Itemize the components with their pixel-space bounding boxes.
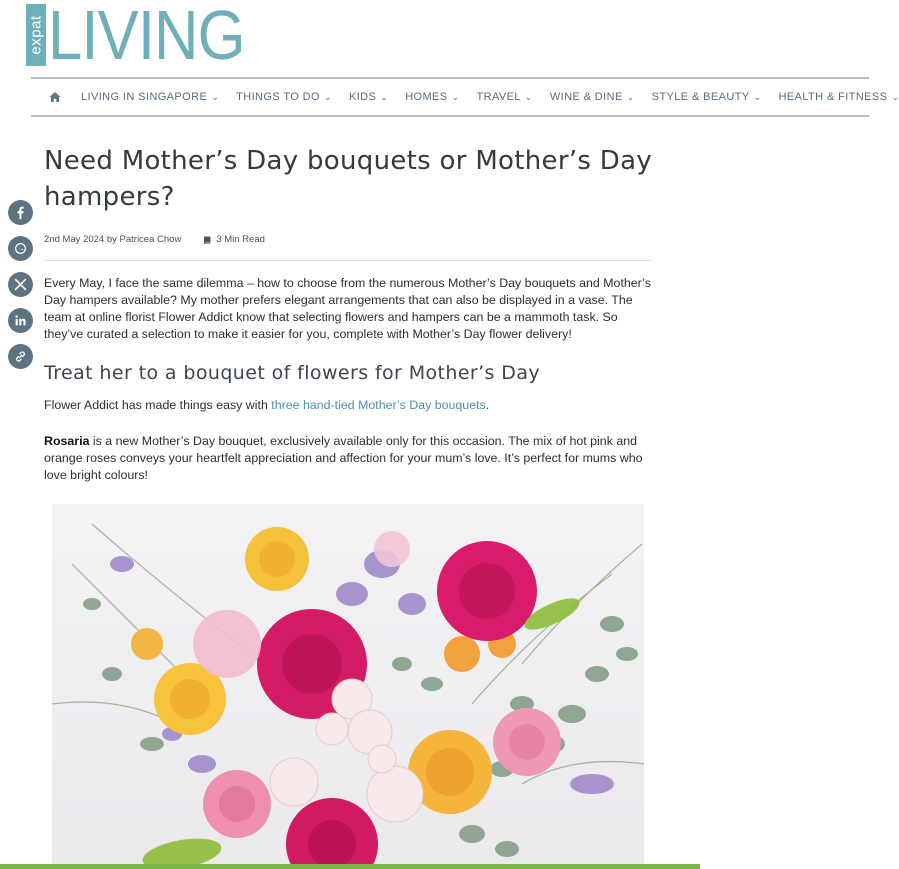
article-title: Need Mother’s Day bouquets or Mother’s Day hampers? xyxy=(44,146,653,212)
whatsapp-icon[interactable] xyxy=(8,236,33,261)
main-nav xyxy=(31,77,899,117)
facebook-icon[interactable] xyxy=(8,200,33,225)
linkedin-icon[interactable] xyxy=(8,308,33,333)
home-icon[interactable] xyxy=(49,91,61,103)
link-icon[interactable] xyxy=(8,344,33,369)
nav-item-style-beauty[interactable]: STYLE & BEAUTY ⌄ xyxy=(651,91,762,103)
logo-prefix: expat xyxy=(27,15,45,55)
chevron-down-icon: ⌄ xyxy=(451,91,460,102)
chevron-down-icon: ⌄ xyxy=(524,91,533,102)
bouquets-paragraph xyxy=(44,397,489,414)
chevron-down-icon: ⌄ xyxy=(324,91,332,102)
rosaria-description: is a new Mother’s Day bouquet, exclusively available only for this occasion. The mix of hot pink and orange roses conveys your heartfelt appreciation and affection for your mum’s love. It’s perfect for mums who love bright colours! xyxy=(44,434,643,482)
chevron-down-icon: ⌄ xyxy=(753,91,762,102)
read-time-label: 3 Min Read xyxy=(216,234,265,245)
read-time xyxy=(203,234,265,245)
article-date-author: 2nd May 2024 by Patricea Chow xyxy=(44,234,182,245)
nav-item-living-in-singapore[interactable]: LIVING IN SINGAPORE ⌄ xyxy=(81,91,220,103)
meta-divider xyxy=(44,260,652,261)
nav-item-wine-dine[interactable]: WINE & DINE ⌄ xyxy=(549,91,635,103)
page-accent-bar xyxy=(0,864,700,869)
section-heading: Treat her to a bouquet of flowers for Mother’s Day xyxy=(44,362,541,384)
bouquets-text: Flower Addict has made things easy with xyxy=(44,398,272,412)
nav-item-homes[interactable]: HOMES ⌄ xyxy=(405,91,460,103)
article-meta xyxy=(44,234,265,245)
rosaria-paragraph xyxy=(44,433,664,484)
bouquets-end: . xyxy=(485,398,490,412)
nav-item-health-fitness[interactable]: HEALTH & FITNESS ⌄ xyxy=(778,91,899,103)
chevron-down-icon: ⌄ xyxy=(211,91,220,102)
x-icon[interactable] xyxy=(8,272,33,297)
nav-item-travel[interactable]: TRAVEL ⌄ xyxy=(476,91,533,103)
chevron-down-icon: ⌄ xyxy=(380,91,389,102)
bouquets-link[interactable]: three hand-tied Mother’s Day bouquets xyxy=(271,398,486,412)
chevron-down-icon: ⌄ xyxy=(626,91,635,102)
chevron-down-icon: ⌄ xyxy=(891,91,899,102)
logo-expat-badge xyxy=(26,4,46,66)
nav-item-things-to-do[interactable]: THINGS TO DO ⌄ xyxy=(236,91,332,103)
rosaria-name: Rosaria xyxy=(44,434,90,448)
share-bar xyxy=(8,200,33,369)
nav-item-kids[interactable]: KIDS ⌄ xyxy=(348,91,389,103)
site-logo[interactable] xyxy=(26,0,272,74)
book-icon xyxy=(203,235,213,245)
logo-wordmark: LIVING xyxy=(48,0,245,74)
intro-paragraph: Every May, I face the same dilemma – how to choose from the numerous Mother’s Day bouquets and Mother’s Day hampers available? My mother prefers elegant arrangements that can also be displayed in a vase. The team at online florist Flower Addict know that selecting flowers and hampers can be a mammoth task. So they’ve curated a selection to make it easier for you, complete with Mother’s Day flower delivery! xyxy=(44,276,651,341)
bouquet-photo xyxy=(52,504,644,869)
